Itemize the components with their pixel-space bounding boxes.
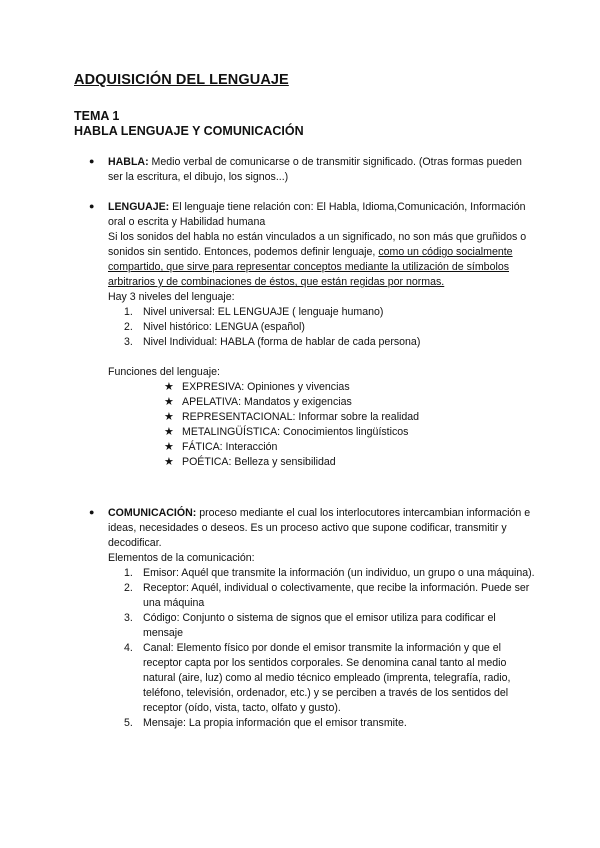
list-item: 5. Mensaje: La propia información que el emisor transmite. <box>124 717 407 729</box>
bullet-icon: ● <box>89 201 95 211</box>
list-item: 4. Canal: Elemento físico por donde el emisor transmite la información y que el receptor capta por los sentidos corporales. Se denomina canal tanto al medio natural (aire, luz) como al medio técnico empleado (imprenta, telegrafía, radio, teléfono, televisión, ordenador, etc.) y se perciben a través de los sentidos del receptor (oído, vista, tacto, olfato y gusto). <box>124 642 511 714</box>
list-item: 2. Nivel histórico: LENGUA (español) <box>124 321 305 333</box>
lenguaje-intro <box>108 200 538 230</box>
comunicacion-intro <box>108 506 538 551</box>
list-item: ★ EXPRESIVA: Opiniones y vivencias <box>164 381 350 393</box>
list-item: 1. Emisor: Aquél que transmite la información (un individuo, un grupo o una máquina). <box>124 567 535 579</box>
levels-list <box>108 305 538 350</box>
star-icon: ★ <box>164 381 174 393</box>
elements-list <box>108 566 538 731</box>
bullet-icon: ● <box>89 156 95 166</box>
list-item: ★ METALINGÜÍSTICA: Conocimientos lingüísticos <box>164 426 409 438</box>
list-item: 3. Nivel Individual: HABLA (forma de hablar de cada persona) <box>124 336 421 348</box>
document-title: ADQUISICIÓN DEL LENGUAJE <box>74 72 289 88</box>
star-icon: ★ <box>164 396 174 408</box>
definition-plain: Si los sonidos del habla no están vinculados a un significado, no son más que gruñidos o sonidos sin sentido. Entonces, podemos definir lenguaje, <box>108 231 527 258</box>
habla-section <box>108 155 538 185</box>
comunicacion-text: proceso mediante el cual los interlocutores intercambian información e ideas, necesidades o deseos. Es un proceso activo que supone codificar, transmitir y decodificar. <box>108 507 531 549</box>
list-item: ★ REPRESENTACIONAL: Informar sobre la realidad <box>164 411 420 423</box>
lenguaje-label: LENGUAJE: <box>108 201 170 213</box>
definition-underlined: como un código socialmente compartido, que sirve para representar conceptos mediante la utilización de símbolos arbitrarios y de combinaciones de éstos, que están regidas por normas. <box>108 246 513 288</box>
levels-intro: Hay 3 niveles del lenguaje: <box>108 291 235 303</box>
list-item: ★ POÉTICA: Belleza y sensibilidad <box>164 456 336 468</box>
functions-list <box>108 380 538 470</box>
habla-text: Medio verbal de comunicarse o de transmitir significado. (Otras formas pueden ser la escritura, el dibujo, los signos...) <box>108 156 522 183</box>
lenguaje-section <box>108 200 538 470</box>
list-item: ★ APELATIVA: Mandatos y exigencias <box>164 396 352 408</box>
star-icon: ★ <box>164 411 174 423</box>
habla-label: HABLA: <box>108 156 149 168</box>
elements-intro: Elementos de la comunicación: <box>108 552 255 564</box>
list-item: 2. Receptor: Aquél, individual o colectivamente, que recibe la información. Puede ser una máquina <box>124 582 530 609</box>
tema-title: HABLA LENGUAJE Y COMUNICACIÓN <box>74 124 304 138</box>
bullet-icon: ● <box>89 507 95 517</box>
star-icon: ★ <box>164 456 174 468</box>
comunicacion-label: COMUNICACIÓN: <box>108 507 197 519</box>
lenguaje-text: El lenguaje tiene relación con: El Habla, Idioma,Comunicación, Información oral o escrita y Habilidad humana <box>108 201 526 228</box>
tema-number: TEMA 1 <box>74 109 120 123</box>
star-icon: ★ <box>164 441 174 453</box>
list-item: 1. Nivel universal: EL LENGUAJE ( lenguaje humano) <box>124 306 384 318</box>
functions-intro: Funciones del lenguaje: <box>108 366 220 378</box>
list-item: ★ FÁTICA: Interacción <box>164 441 278 453</box>
comunicacion-section <box>108 506 538 731</box>
list-item: 3. Código: Conjunto o sistema de signos que el emisor utiliza para codificar el mensaje <box>124 612 496 639</box>
star-icon: ★ <box>164 426 174 438</box>
lenguaje-definition <box>108 230 538 290</box>
section-heading <box>74 109 304 139</box>
